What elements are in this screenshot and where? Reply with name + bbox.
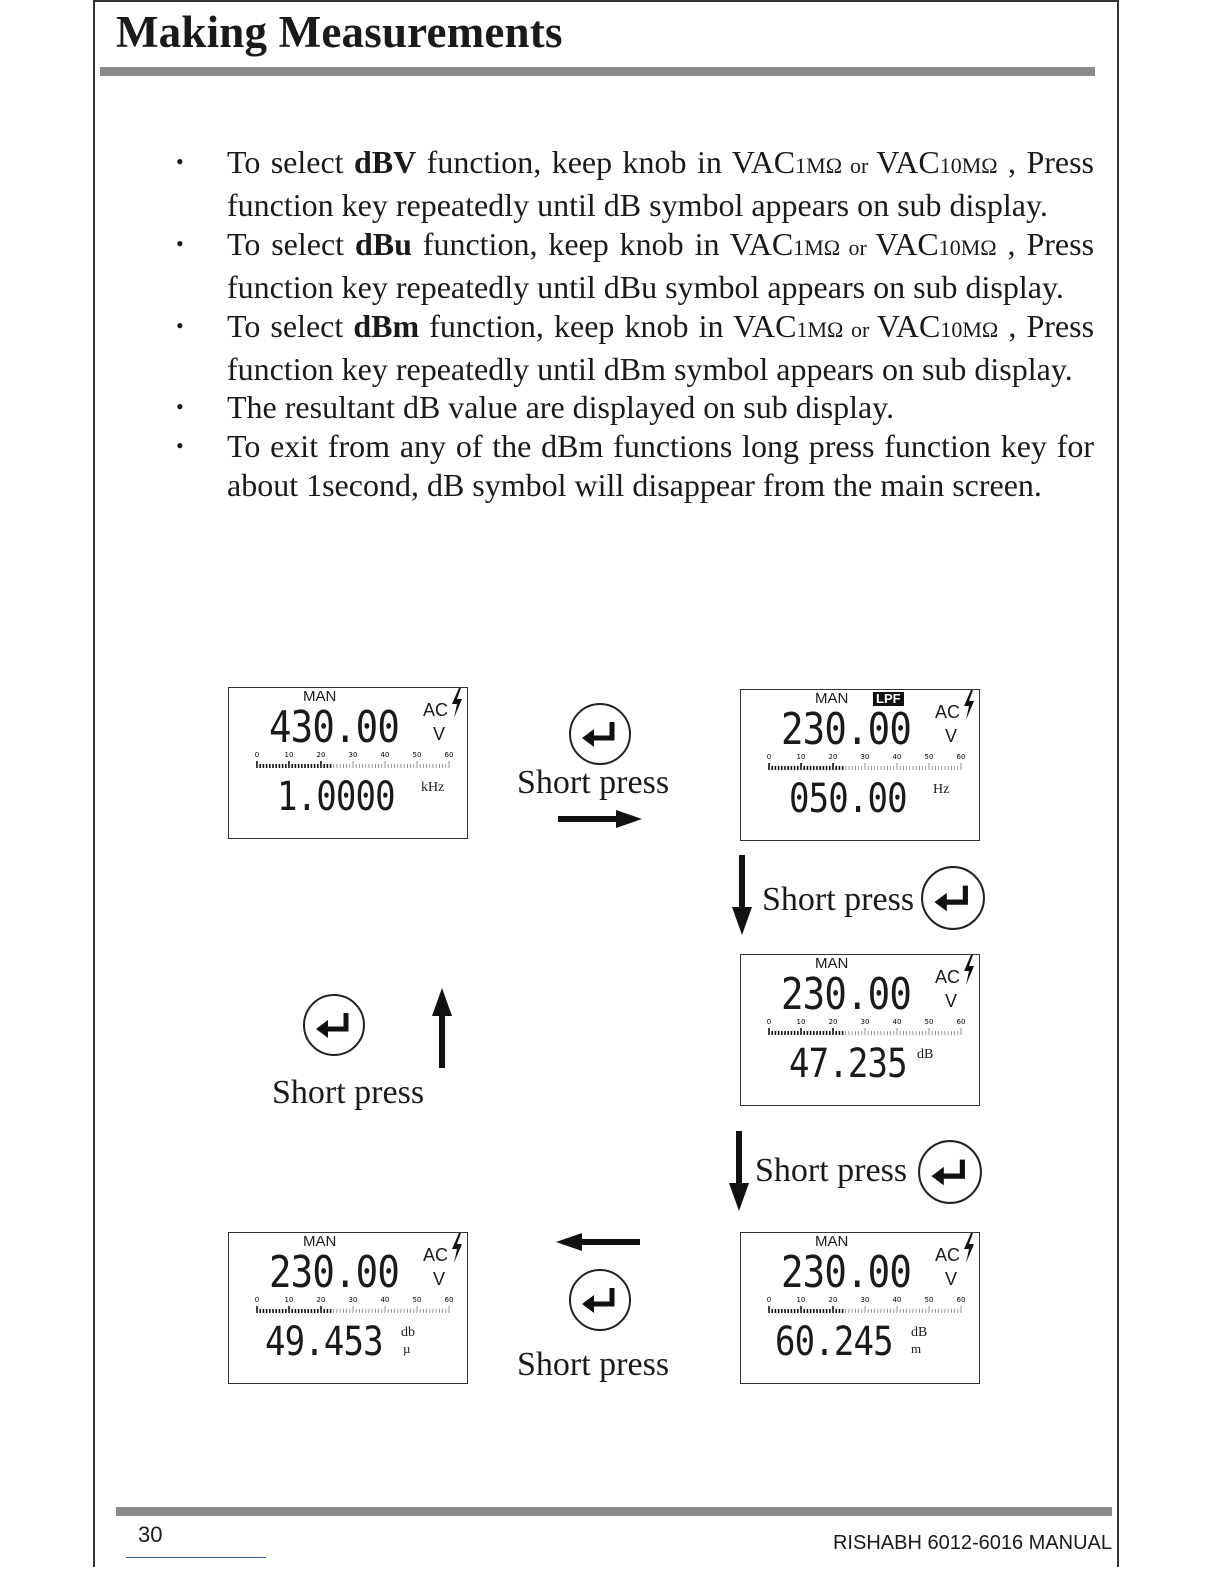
scale-tick-label: 60	[444, 1296, 453, 1304]
arrow-right-icon	[558, 810, 642, 828]
list-item: • To select dBu function, keep knob in VAC1MΩ or VAC10MΩ , Press function key repeatedly until dBu symbol appears on sub display.	[176, 225, 1095, 305]
scale-tick-label: 50	[924, 753, 934, 761]
short-press-label: Short press	[762, 881, 915, 918]
ac-indicator: AC	[935, 702, 961, 722]
scale-tick-label: 60	[956, 1296, 965, 1304]
volt-indicator: V	[945, 726, 958, 746]
short-press-label: Short press	[272, 1074, 425, 1111]
scale-tick-label: 20	[316, 751, 326, 759]
lcd-display-dbm	[740, 1232, 980, 1384]
bargraph-scale	[765, 1017, 965, 1039]
scale-tick-label: 60	[444, 751, 453, 759]
volt-indicator: V	[945, 1269, 958, 1289]
bargraph-scale	[253, 750, 453, 772]
lightning-icon	[450, 688, 464, 718]
sub-unit: dB	[911, 1325, 928, 1340]
list-item: • To select dBm function, keep knob in VAC1MΩ or VAC10MΩ , Press function key repeatedly until dBm symbol appears on sub display.	[176, 307, 1095, 387]
enter-key-icon	[920, 865, 986, 931]
sub-reading: 050.00	[789, 776, 907, 822]
scale-tick-label: 50	[412, 751, 422, 759]
scale-tick-label: 50	[924, 1018, 934, 1026]
scale-tick-label: 20	[828, 753, 838, 761]
enter-key-icon	[568, 1268, 632, 1332]
man-indicator: MAN	[303, 688, 337, 705]
header-rule	[100, 67, 1095, 76]
sub-unit: Hz	[933, 782, 950, 797]
main-reading: 230.00	[781, 969, 912, 1020]
list-item: • To exit from any of the dBm functions long press function key for about 1second, dB symbol will disappear from the main screen.	[176, 428, 1094, 504]
lightning-icon	[962, 690, 976, 720]
scale-tick-label: 10	[796, 1296, 806, 1304]
scale-tick-label: 20	[828, 1018, 838, 1026]
sub-reading: 1.0000	[277, 774, 395, 820]
sub-reading: 49.453	[265, 1319, 383, 1365]
instruction-list	[170, 143, 1094, 505]
scale-tick-label: 10	[796, 1018, 806, 1026]
scale-tick-label: 0	[766, 1296, 772, 1304]
sub-unit: kHz	[421, 780, 445, 795]
lightning-icon	[962, 955, 976, 985]
scale-tick-label: 40	[380, 751, 390, 759]
arrow-up-icon	[432, 988, 452, 1068]
lightning-icon	[962, 1233, 976, 1263]
arrow-left-icon	[556, 1233, 640, 1251]
scale-tick-label: 10	[284, 1296, 294, 1304]
volt-indicator: V	[433, 1269, 446, 1289]
scale-tick-label: 60	[956, 1018, 965, 1026]
enter-key-icon	[917, 1139, 983, 1205]
main-reading: 230.00	[781, 704, 912, 755]
bargraph-scale	[253, 1295, 453, 1317]
main-reading: 230.00	[269, 1247, 400, 1298]
ac-indicator: AC	[423, 1245, 449, 1265]
lcd-display-khz	[228, 687, 468, 839]
scale-tick-label: 30	[348, 751, 358, 759]
lpf-badge: LPF	[873, 692, 904, 706]
list-item: • To select dBV function, keep knob in VAC1MΩ or VAC10MΩ , Press function key repeatedly until dB symbol appears on sub display.	[176, 144, 1095, 223]
volt-indicator: V	[945, 991, 958, 1011]
scale-tick-label: 60	[956, 753, 965, 761]
main-reading: 230.00	[781, 1247, 912, 1298]
sub-reading: 60.245	[775, 1319, 893, 1365]
man-indicator: MAN	[303, 1233, 337, 1250]
arrow-down-icon	[729, 1131, 749, 1211]
scale-tick-label: 30	[860, 753, 870, 761]
page-number: 30	[138, 1522, 163, 1547]
scale-tick-label: 10	[796, 753, 806, 761]
main-reading: 430.00	[269, 702, 400, 753]
enter-key-icon	[568, 702, 632, 766]
lcd-display-hz	[740, 689, 980, 841]
sub-unit-suffix: µ	[403, 1341, 411, 1356]
scale-tick-label: 40	[892, 1296, 902, 1304]
short-press-label: Short press	[517, 1346, 670, 1383]
scale-tick-label: 50	[924, 1296, 934, 1304]
scale-tick-label: 30	[348, 1296, 358, 1304]
short-press-label: Short press	[517, 764, 670, 801]
sub-reading: 47.235	[789, 1041, 907, 1087]
scale-tick-label: 0	[766, 753, 772, 761]
scale-tick-label: 40	[892, 753, 902, 761]
scale-tick-label: 20	[828, 1296, 838, 1304]
footer-title: RISHABH 6012-6016 MANUAL	[832, 1532, 1112, 1554]
scale-tick-label: 30	[860, 1296, 870, 1304]
ac-indicator: AC	[935, 1245, 961, 1265]
bargraph-scale	[765, 1295, 965, 1317]
lightning-icon	[450, 1233, 464, 1263]
ac-indicator: AC	[935, 967, 961, 987]
page-number-underline	[126, 1557, 266, 1558]
sub-unit: db	[401, 1325, 415, 1340]
page-title: Making Measurements	[116, 7, 563, 57]
arrow-down-icon	[732, 855, 752, 935]
scale-tick-label: 0	[254, 751, 260, 759]
scale-tick-label: 30	[860, 1018, 870, 1026]
scale-tick-label: 50	[412, 1296, 422, 1304]
scale-tick-label: 40	[892, 1018, 902, 1026]
bargraph-scale	[765, 752, 965, 774]
man-indicator: MAN	[815, 1233, 849, 1250]
scale-tick-label: 0	[766, 1018, 772, 1026]
man-indicator: MAN	[815, 690, 849, 707]
sub-unit-suffix: m	[911, 1341, 922, 1356]
man-indicator: MAN	[815, 955, 849, 972]
footer-rule	[116, 1507, 1112, 1516]
enter-key-icon	[302, 993, 366, 1057]
list-item: • The resultant dB value are displayed on sub display.	[176, 389, 895, 426]
scale-tick-label: 40	[380, 1296, 390, 1304]
scale-tick-label: 20	[316, 1296, 326, 1304]
scale-tick-label: 10	[284, 751, 294, 759]
scale-tick-label: 0	[254, 1296, 260, 1304]
ac-indicator: AC	[423, 700, 449, 720]
short-press-label: Short press	[755, 1152, 908, 1189]
lcd-display-dbu	[228, 1232, 468, 1384]
lcd-display-db	[740, 954, 980, 1106]
volt-indicator: V	[433, 724, 446, 744]
sub-unit: dB	[917, 1047, 934, 1062]
